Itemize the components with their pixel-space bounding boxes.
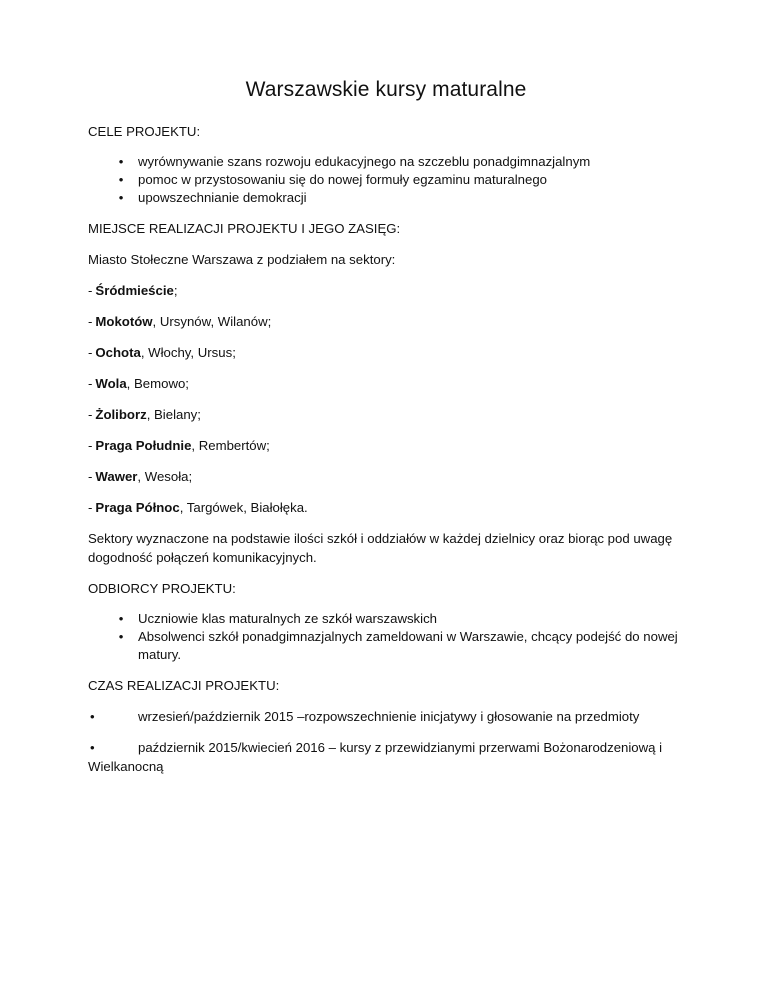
- sector-district: Praga Północ: [95, 500, 180, 515]
- location-intro: Miasto Stołeczne Warszawa z podziałem na sektory:: [88, 252, 396, 267]
- sector-district: Wawer: [95, 469, 138, 484]
- list-item: • Uczniowie klas maturalnych ze szkół warszawskich: [88, 610, 684, 628]
- bullet-icon: •: [118, 172, 124, 187]
- bullet-icon: •: [90, 709, 95, 724]
- sector-line: - Praga Północ, Targówek, Białołęka.: [88, 500, 308, 515]
- timeline-item: • październik 2015/kwiecień 2016 – kursy z przewidzianymi przerwami Bożonarodzeniową i Wielkanocną: [88, 740, 663, 774]
- list-item: • Absolwenci szkół ponadgimnazjalnych zameldowani w Warszawie, chcący podejść do nowej matury.: [88, 628, 684, 664]
- bullet-icon: •: [118, 629, 124, 644]
- location-heading: MIEJSCE REALIZACJI PROJEKTU I JEGO ZASIĘG:: [88, 221, 401, 236]
- goals-heading: CELE PROJEKTU:: [88, 124, 201, 139]
- sector-district: Śródmieście: [95, 283, 174, 298]
- list-item: • pomoc w przystosowaniu się do nowej formuły egzaminu maturalnego: [88, 171, 684, 189]
- bullet-icon: •: [118, 190, 124, 205]
- location-note: Sektory wyznaczone na podstawie ilości szkół i oddziałów w każdej dzielnicy oraz biorąc pod uwagę dogodność połączeń komunikacyjnych.: [88, 531, 673, 565]
- timeline-item: • wrzesień/październik 2015 –rozpowszechnienie inicjatywy i głosowanie na przedmioty: [90, 709, 640, 724]
- sector-district: Praga Południe: [95, 438, 192, 453]
- sector-district: Żoliborz: [95, 407, 147, 422]
- sector-district: Wola: [95, 376, 127, 391]
- recipients-heading: ODBIORCY PROJEKTU:: [88, 581, 236, 596]
- list-item: • wyrównywanie szans rozwoju edukacyjnego na szczeblu ponadgimnazjalnym: [88, 153, 684, 171]
- bullet-icon: •: [118, 611, 124, 626]
- document-title: Warszawskie kursy maturalne: [245, 78, 527, 101]
- sector-line: - Śródmieście;: [88, 283, 178, 298]
- recipients-list: [88, 610, 684, 664]
- sector-line: - Wawer, Wesoła;: [88, 469, 193, 484]
- list-item: • upowszechnianie demokracji: [88, 189, 684, 207]
- sector-line: - Wola, Bemowo;: [88, 376, 189, 391]
- sector-line: - Mokotów, Ursynów, Wilanów;: [88, 314, 272, 329]
- timeline-heading: CZAS REALIZACJI PROJEKTU:: [88, 678, 280, 693]
- bullet-icon: •: [118, 154, 124, 169]
- sector-district: Mokotów: [95, 314, 153, 329]
- sector-line: - Praga Południe, Rembertów;: [88, 438, 270, 453]
- sector-district: Ochota: [95, 345, 141, 360]
- goals-list: [88, 153, 684, 207]
- sector-line: - Ochota, Włochy, Ursus;: [88, 345, 236, 360]
- bullet-icon: •: [90, 740, 95, 755]
- sector-line: - Żoliborz, Bielany;: [88, 407, 201, 422]
